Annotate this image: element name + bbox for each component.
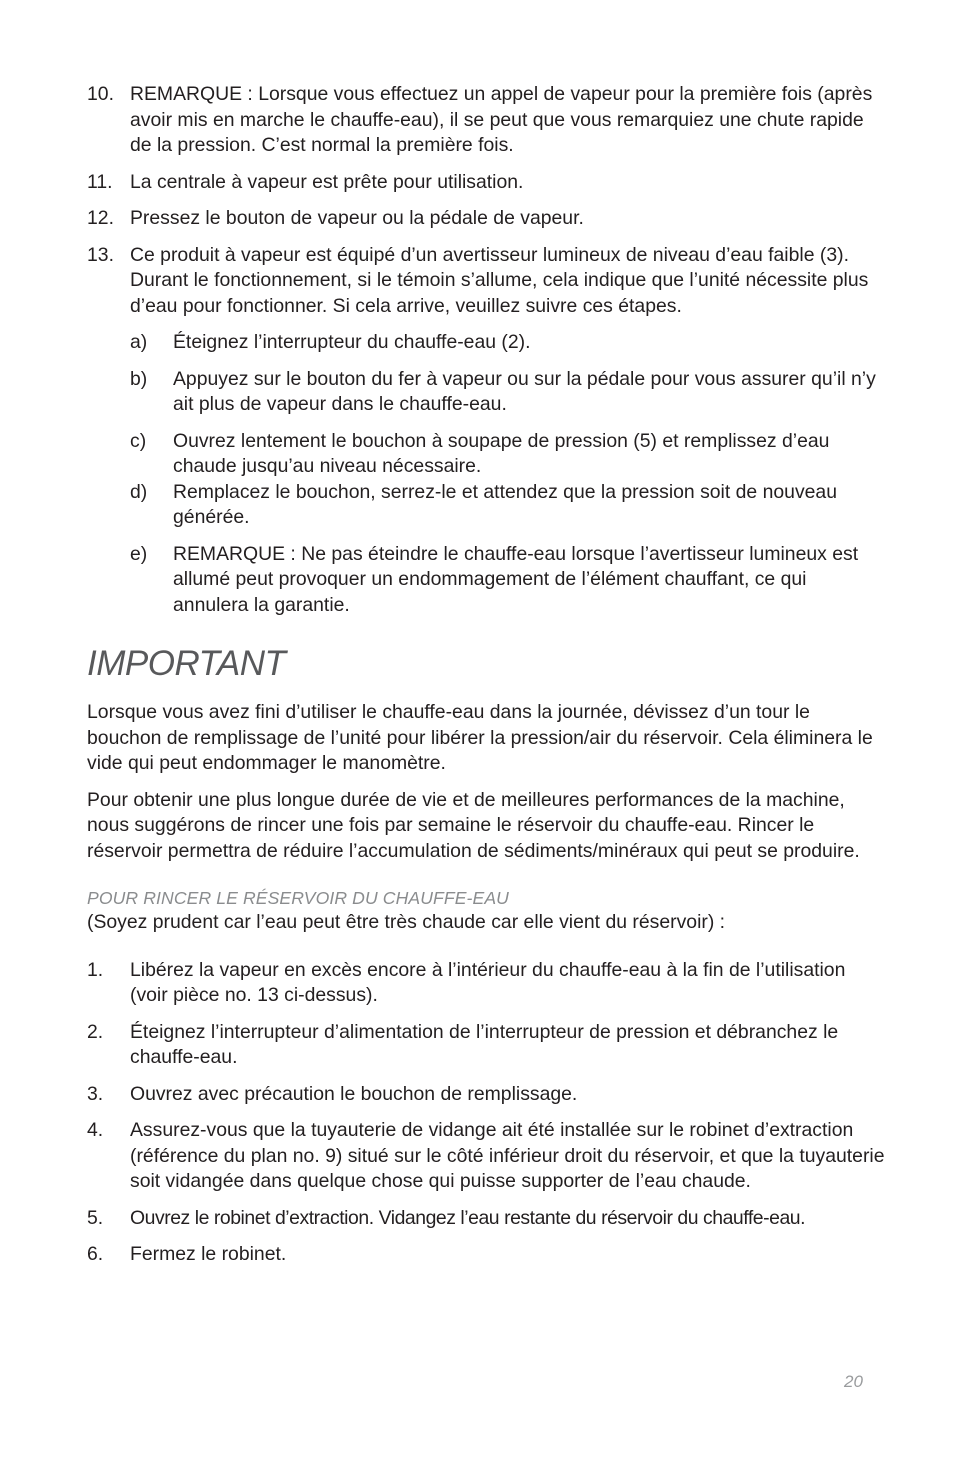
list-number: 1.	[87, 958, 104, 981]
substep-item	[130, 480, 887, 531]
list-text: Éteignez l’interrupteur d’alimentation de l’interrupteur de pression et débranchez le chauffe-eau.	[130, 1020, 839, 1068]
page-number: 20	[844, 1372, 863, 1391]
rinse-subheading: POUR RINCER LE RÉSERVOIR DU CHAUFFE-EAU	[87, 888, 509, 908]
list-number: 2.	[87, 1020, 104, 1043]
steps-list-continued	[87, 82, 887, 319]
list-item	[87, 1242, 887, 1268]
list-text: Ouvrez le robinet d’extraction. Vidangez l’eau restante du réservoir du chauffe-eau.	[130, 1206, 806, 1229]
list-number: 3.	[87, 1082, 104, 1105]
list-item	[87, 958, 887, 1009]
list-item	[87, 82, 887, 159]
substep-item	[130, 367, 887, 418]
substep-item	[130, 330, 887, 356]
substep-letter: b)	[130, 367, 148, 390]
list-item	[87, 1118, 887, 1195]
substeps-list	[130, 330, 887, 618]
substep-letter: d)	[130, 480, 148, 503]
list-text: Pressez le bouton de vapeur ou la pédale de vapeur.	[130, 207, 584, 229]
substep-item	[130, 542, 887, 619]
substep-letter: a)	[130, 331, 148, 353]
substep-letter: c)	[130, 429, 147, 452]
list-item	[87, 1206, 887, 1232]
list-text: Ouvrez avec précaution le bouchon de remplissage.	[130, 1082, 578, 1105]
substep-text: Ouvrez lentement le bouchon à soupape de pression (5) et remplissez d’eau chaude jusqu’au niveau nécessaire.	[173, 429, 830, 477]
rinse-steps-list	[87, 958, 887, 1268]
substep-text: REMARQUE : Ne pas éteindre le chauffe-eau lorsque l’avertisseur lumineux est allumé peut provoquer un endommagement de l’élément chauffant, ce qui annulera la garantie.	[173, 542, 859, 616]
page-content	[87, 82, 887, 1279]
list-text: Assurez-vous que la tuyauterie de vidange ait été installée sur le robinet d’extraction (référence du plan no. 9) situé sur le côté inférieur droit du réservoir, et que la tuyauterie soit vidangée dans quelque chose qui puisse supporter de l’eau chaude.	[130, 1119, 885, 1192]
list-text: Libérez la vapeur en excès encore à l’intérieur du chauffe-eau à la fin de l’utilisation (voir pièce no. 13 ci-dessus).	[130, 958, 846, 1006]
list-number: 6.	[87, 1243, 104, 1265]
list-text: La centrale à vapeur est prête pour utilisation.	[130, 170, 524, 193]
list-number: 10.	[87, 83, 114, 105]
substep-text: Remplacez le bouchon, serrez-le et attendez que la pression soit de nouveau générée.	[173, 480, 837, 528]
list-number: 11.	[87, 170, 113, 193]
list-text: Fermez le robinet.	[130, 1243, 287, 1265]
substep-item	[130, 429, 887, 480]
list-item	[87, 170, 887, 196]
list-item	[87, 1020, 887, 1071]
rinse-intro: (Soyez prudent car l’eau peut être très chaude car elle vient du réservoir) :	[87, 911, 726, 933]
list-text: Ce produit à vapeur est équipé d’un avertisseur lumineux de niveau d’eau faible (3). Durant le fonctionnement, si le témoin s’allume, cela indique que l’unité nécessite plus d’eau pour fonctionner. Si cela arrive, veuillez suivre ces étapes.	[130, 243, 869, 317]
list-number: 13.	[87, 243, 114, 266]
list-number: 4.	[87, 1119, 104, 1141]
important-heading: IMPORTANT	[87, 644, 286, 683]
list-text: REMARQUE : Lorsque vous effectuez un appel de vapeur pour la première fois (après avoir mis en marche le chauffe-eau), il se peut que vous remarquiez une chute rapide de la pression. C’est normal la première fois.	[130, 83, 873, 156]
list-number: 12.	[87, 207, 114, 229]
list-item	[87, 206, 887, 232]
list-item	[87, 243, 887, 320]
substep-text: Éteignez l’interrupteur du chauffe-eau (2).	[173, 331, 531, 353]
list-item	[87, 1082, 887, 1108]
important-paragraph-1: Lorsque vous avez fini d’utiliser le chauffe-eau dans la journée, dévissez d’un tour le bouchon de remplissage de l’unité pour libérer la pression/air du réservoir. Cela éliminera le vide qui peut endommager le manomètre.	[87, 701, 873, 774]
substep-text: Appuyez sur le bouton du fer à vapeur ou sur la pédale pour vous assurer qu’il n’y ait plus de vapeur dans le chauffe-eau.	[173, 367, 876, 415]
substep-letter: e)	[130, 542, 148, 565]
important-paragraph-2: Pour obtenir une plus longue durée de vie et de meilleures performances de la machine, nous suggérons de rincer une fois par semaine le réservoir du chauffe-eau. Rincer le réservoir permettra de réduire l’accumulation de sédiments/minéraux qui peut se produire.	[87, 788, 860, 862]
list-number: 5.	[87, 1206, 104, 1229]
